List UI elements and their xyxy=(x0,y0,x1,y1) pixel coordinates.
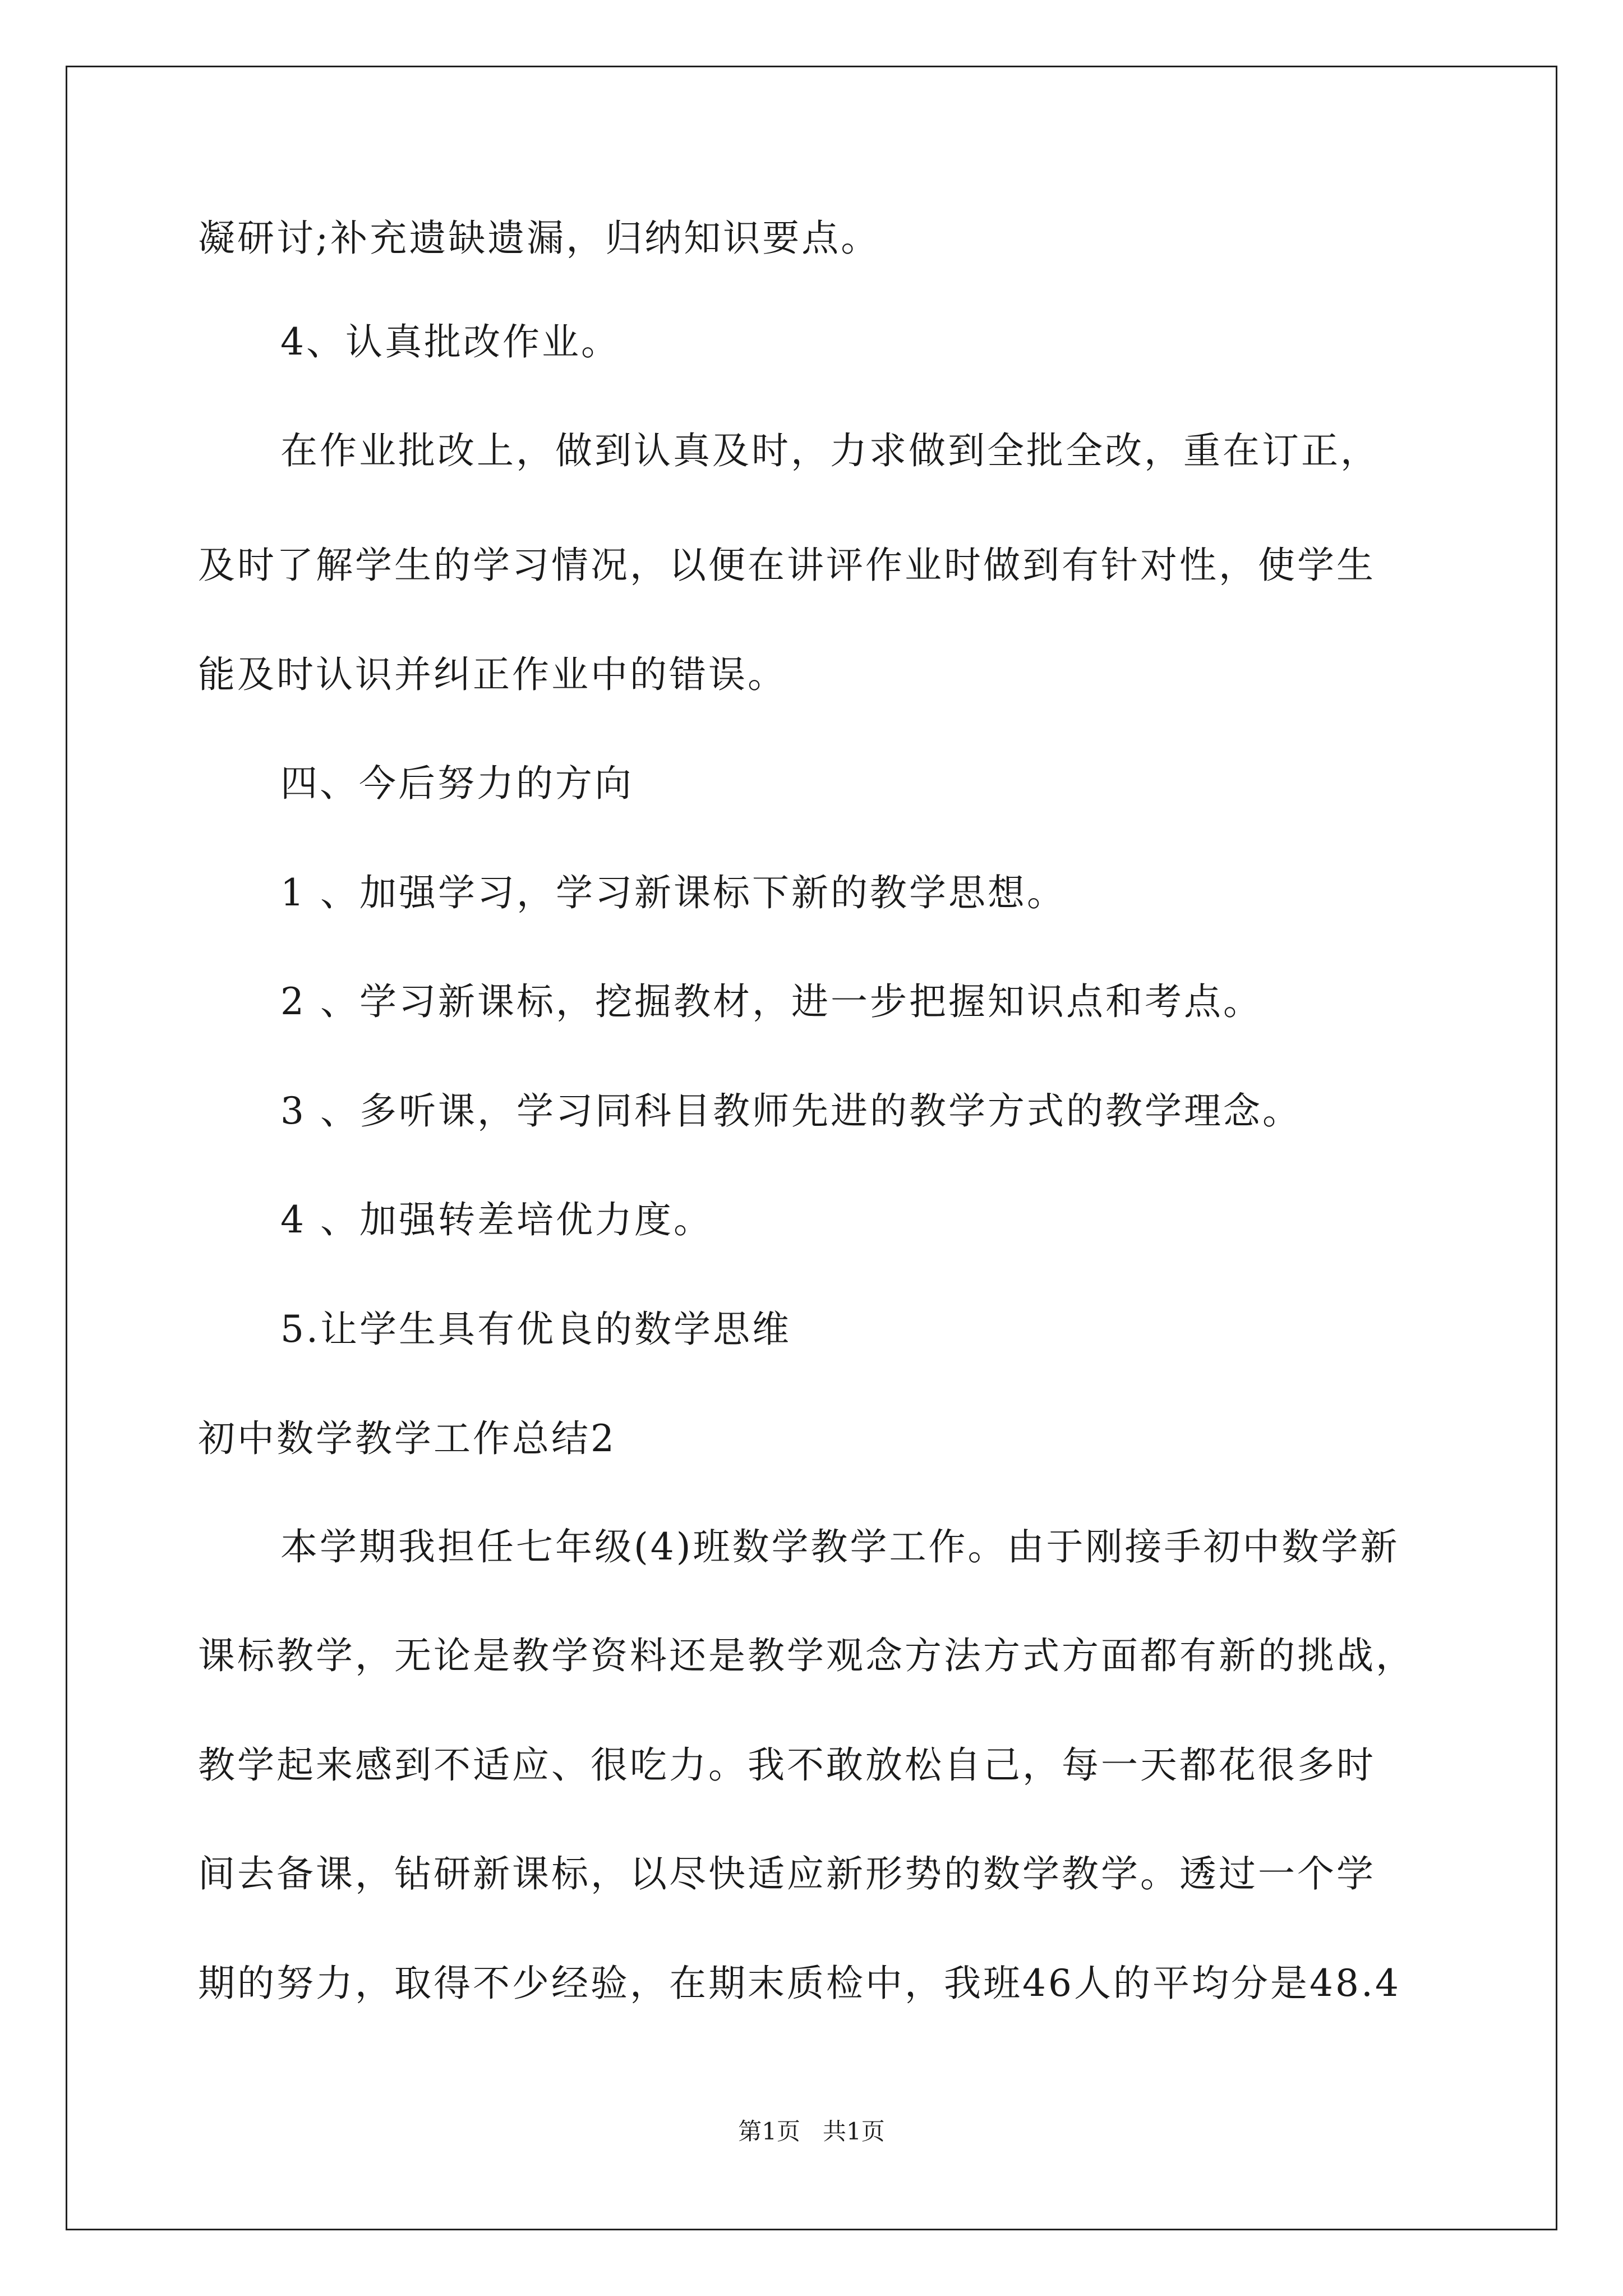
body-text-line: 期的努力，取得不少经验，在期末质检中，我班46人的平均分是48.4 xyxy=(198,1962,1401,2005)
body-text-line: 凝研讨;补充遗缺遗漏，归纳知识要点。 xyxy=(198,217,880,260)
page-border xyxy=(66,66,1557,2230)
body-text-line: 及时了解学生的学习情况，以便在讲评作业时做到有针对性，使学生 xyxy=(198,544,1376,587)
body-text-line: 教学起来感到不适应、很吃力。我不敢放松自己，每一天都花很多时 xyxy=(198,1743,1376,1787)
body-text-line: 课标教学，无论是教学资料还是教学观念方法方式方面都有新的挑战， xyxy=(198,1634,1415,1677)
list-item: 4 、加强转差培优力度。 xyxy=(280,1198,713,1241)
list-item: 1 、加强学习，学习新课标下新的教学思想。 xyxy=(280,871,1066,914)
list-item: 5.让学生具有优良的数学思维 xyxy=(280,1308,791,1351)
body-text-line: 能及时认识并纠正作业中的错误。 xyxy=(198,653,787,696)
section-heading: 四、今后努力的方向 xyxy=(280,762,634,805)
list-item: 3 、多听课，学习同科目教师先进的教学方式的教学理念。 xyxy=(280,1089,1302,1133)
body-text-line: 本学期我担任七年级(4)班数学教学工作。由于刚接手初中数学新 xyxy=(280,1525,1400,1568)
body-text-line: 4、认真批改作业。 xyxy=(280,320,620,364)
article-title: 初中数学教学工作总结2 xyxy=(198,1417,616,1460)
page-number-footer: 第1页 共1页 xyxy=(738,2118,885,2145)
body-text-line: 间去备课，钻研新课标，以尽快适应新形势的数学教学。透过一个学 xyxy=(198,1852,1376,1895)
body-text-line: 在作业批改上，做到认真及时，力求做到全批全改，重在订正， xyxy=(280,429,1380,472)
list-item: 2 、学习新课标，挖掘教材，进一步把握知识点和考点。 xyxy=(280,980,1262,1023)
